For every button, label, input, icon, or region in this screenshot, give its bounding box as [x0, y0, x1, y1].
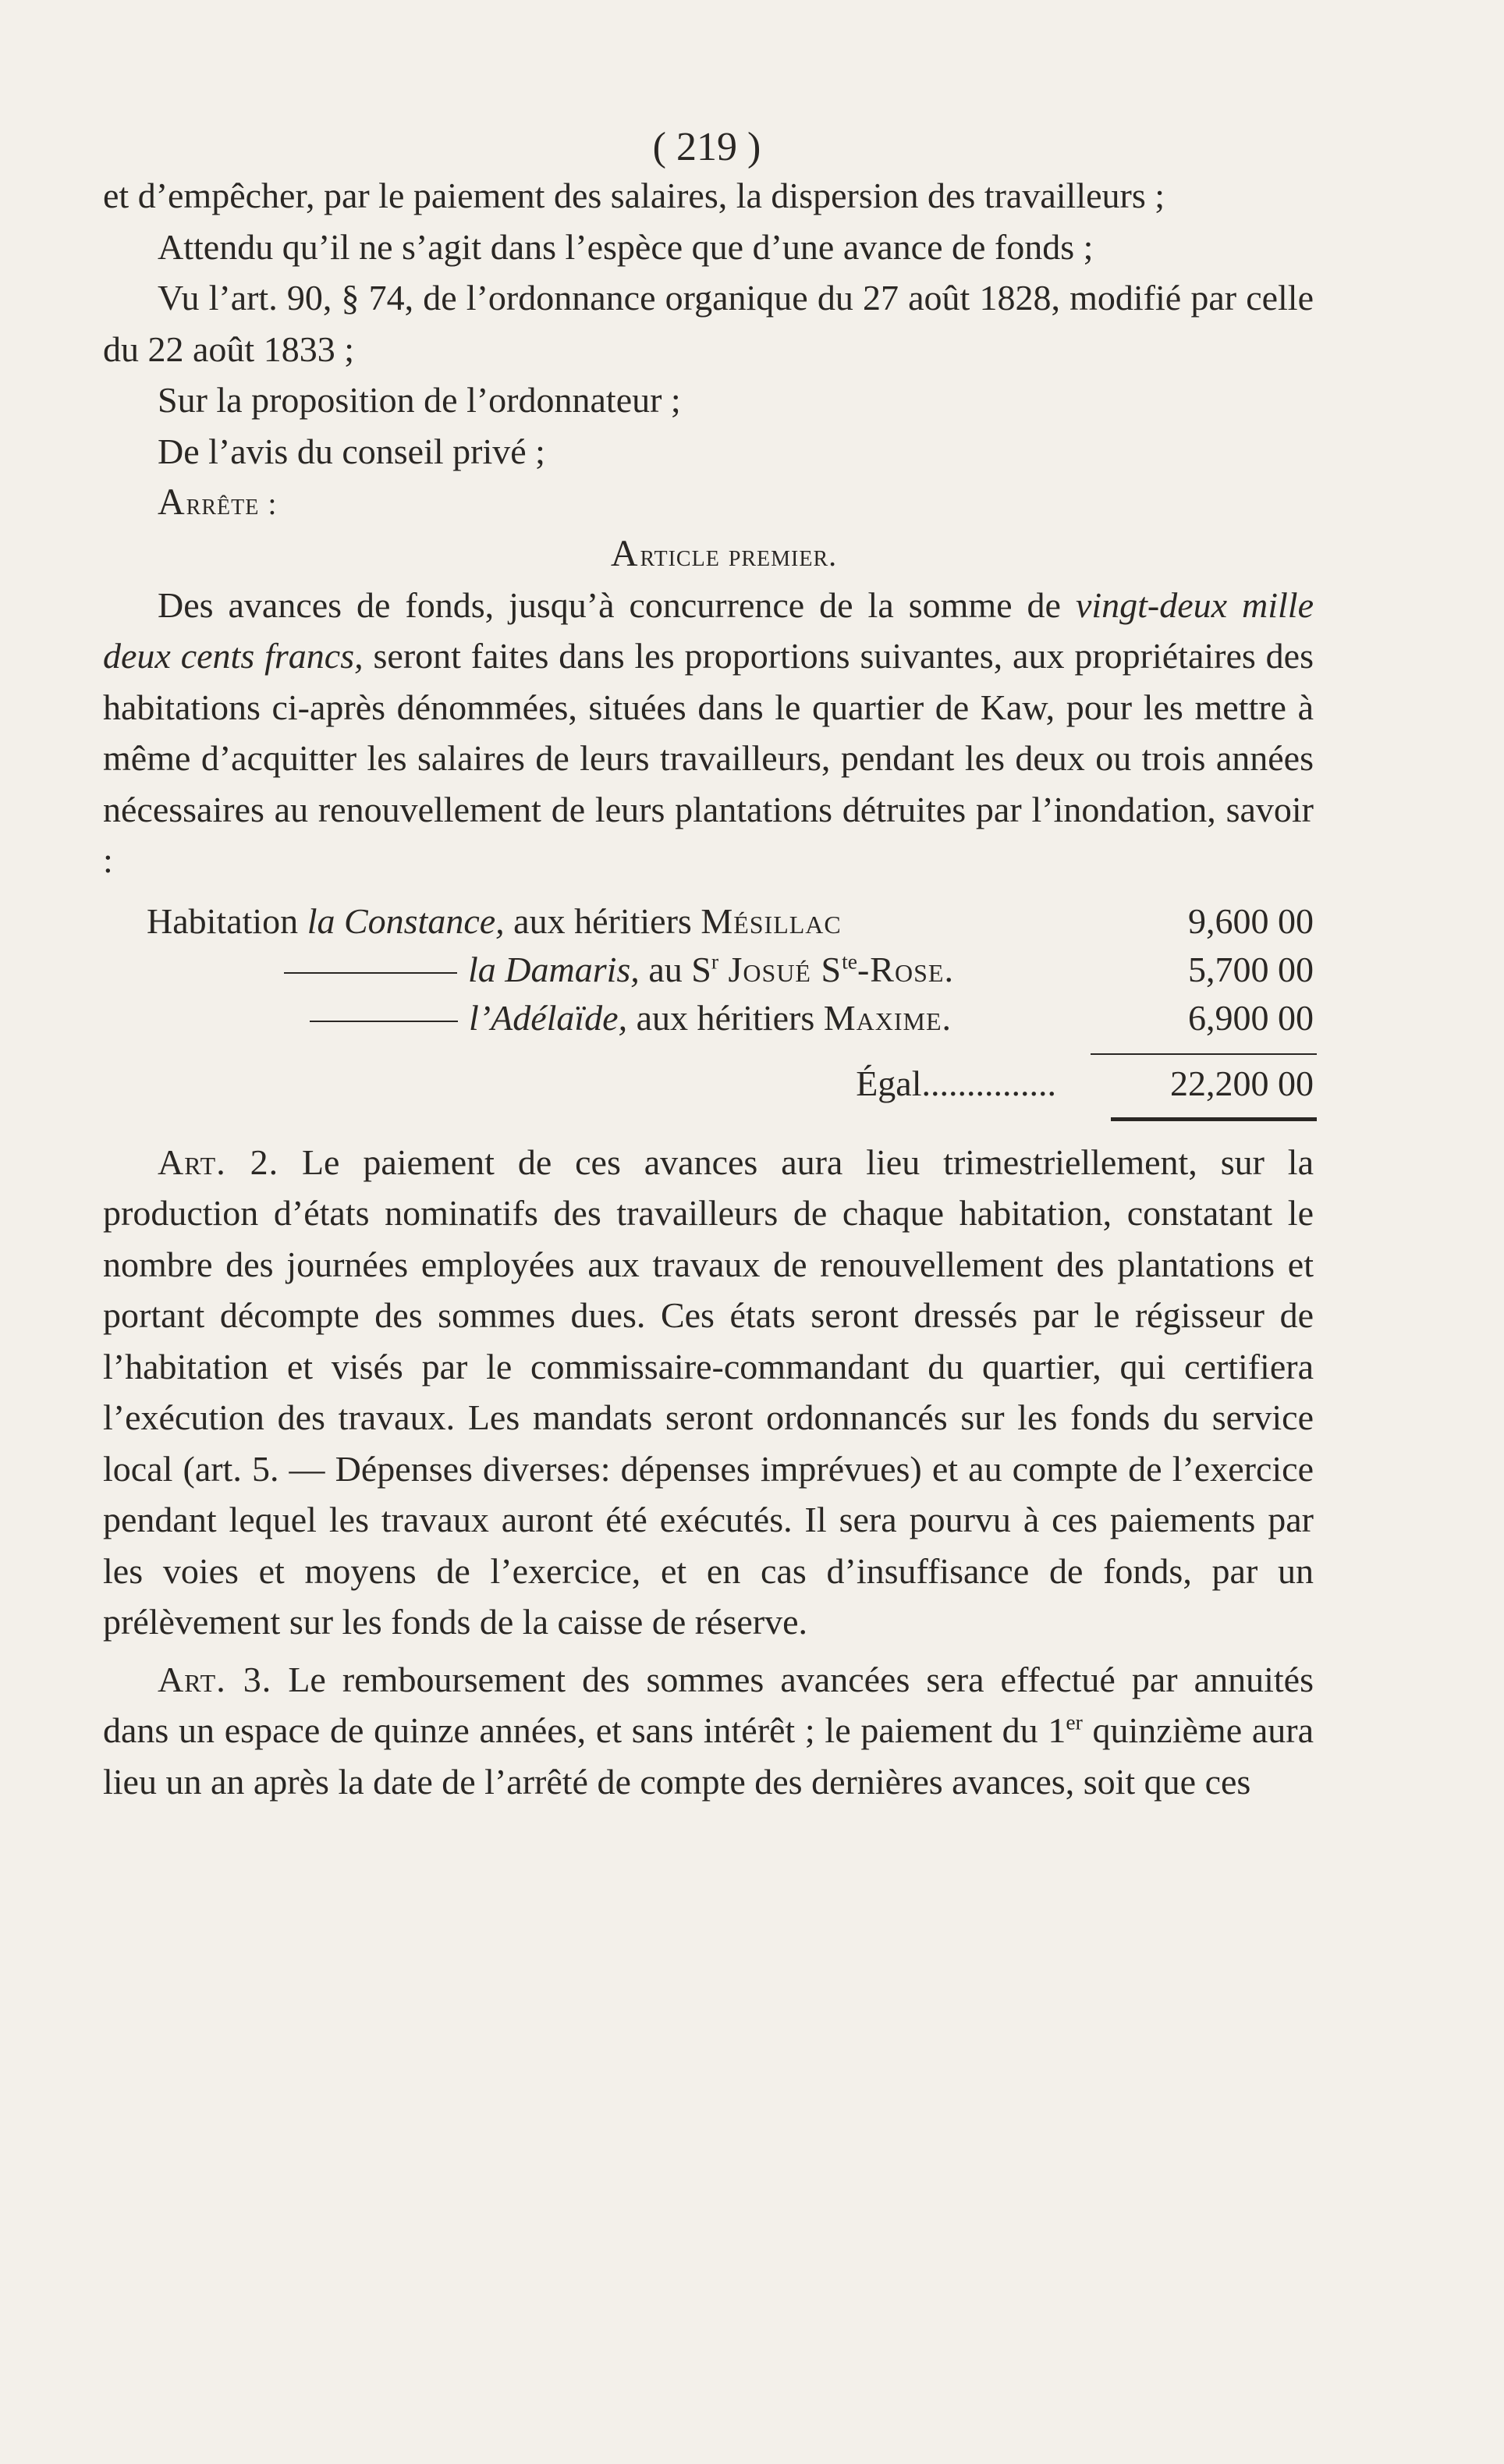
- article-2-label: Art. 2.: [158, 1141, 279, 1182]
- arrete-label: Arrête :: [158, 481, 278, 523]
- table-total-row: Égal............... 22,200 00: [103, 1055, 1314, 1113]
- amount-cell: 5,700 00: [1188, 949, 1314, 989]
- page-number: ( 219 ): [652, 125, 761, 169]
- paragraph-attendu: Attendu qu’il ne s’agit dans l’espèce que d’une avance de fonds ;: [158, 226, 1094, 267]
- allocation-table: [103, 896, 1314, 1121]
- paragraph-vu: Vu l’art. 90, § 74, de l’ordonnance organique du 27 août 1828, modifié par celle du 22 août 1833 ;: [103, 278, 1314, 369]
- table-row: la Damaris, au $S^r$ Josué $S^{te}$-Rose. 5,700 00: [103, 944, 1314, 992]
- text-block: [103, 119, 1314, 1807]
- total-amount: 22,200 00: [1170, 1063, 1314, 1103]
- article-2-text: Art. 2. Le paiement de ces avances aura lieu trimestriellement, sur la production d’états nominatifs des travailleurs de chaque habitation, constatant le nombre des journées employées aux travaux de renouvellement des plantations et portant décompte des sommes dues. Ces états seront dressés par le régisseur de l’habitation et visés par le commissaire-commandant du quartier, qui certifiera l’exécution des travaux. Les mandats seront ordonnancés sur les fonds du service local (art. 5. — Dépenses diverses: dépenses imprévues) et au compte de l’exercice pendant lequel les travaux auront été exécutés. Il sera pourvu à ces paiements par les voies et moyens de l’exercice, et en cas d’insuffisance de fonds, par un prélèvement sur les fonds de la caisse de réserve.: [103, 1141, 1314, 1642]
- paragraph-avis: De l’avis du conseil privé ;: [158, 431, 545, 471]
- table-row: Habitation la Constance, aux héritiers Mésillac 9,600 00: [103, 896, 1314, 944]
- article-3-label: Art. 3.: [158, 1659, 272, 1699]
- article-3-text: Art. 3. Le remboursement des sommes avancées sera effectué par annuités dans un espace de quinze années, et sans intérêt ; le paiement du 1er quinzième aura lieu un an après la date de l’arrêté de compte des dernières avances, soit que ces: [103, 1659, 1314, 1802]
- paragraph-continuation: et d’empêcher, par le paiement des salaires, la dispersion des travailleurs ;: [103, 176, 1165, 215]
- amount-in-words: vingt-deux mille deux cents francs,: [103, 584, 1314, 676]
- ditto-dash: [310, 1021, 458, 1022]
- amount-cell: 9,600 00: [1188, 900, 1314, 941]
- amount-cell: 6,900 00: [1188, 997, 1314, 1038]
- paragraph-proposition: Sur la proposition de l’ordonnateur ;: [158, 380, 681, 420]
- article-1-text: Des avances de fonds, jusqu’à concurrence de la somme de vingt-deux mille deux cents francs, seront faites dans les proportions suivantes, aux propriétaires des habitations ci-après dénommées, situées dans le quartier de Kaw, pour les mettre à même d’acquitter les salaires de leurs travailleurs, pendant les deux ou trois années nécessaires au renouvellement de leurs plantations détruites par l’inondation, savoir :: [103, 584, 1314, 880]
- table-row: l’Adélaïde, aux héritiers Maxime. 6,900 00: [103, 992, 1314, 1041]
- total-rule: [1111, 1117, 1317, 1121]
- ditto-dash: [284, 972, 457, 974]
- article-heading: Article premier.: [610, 532, 838, 574]
